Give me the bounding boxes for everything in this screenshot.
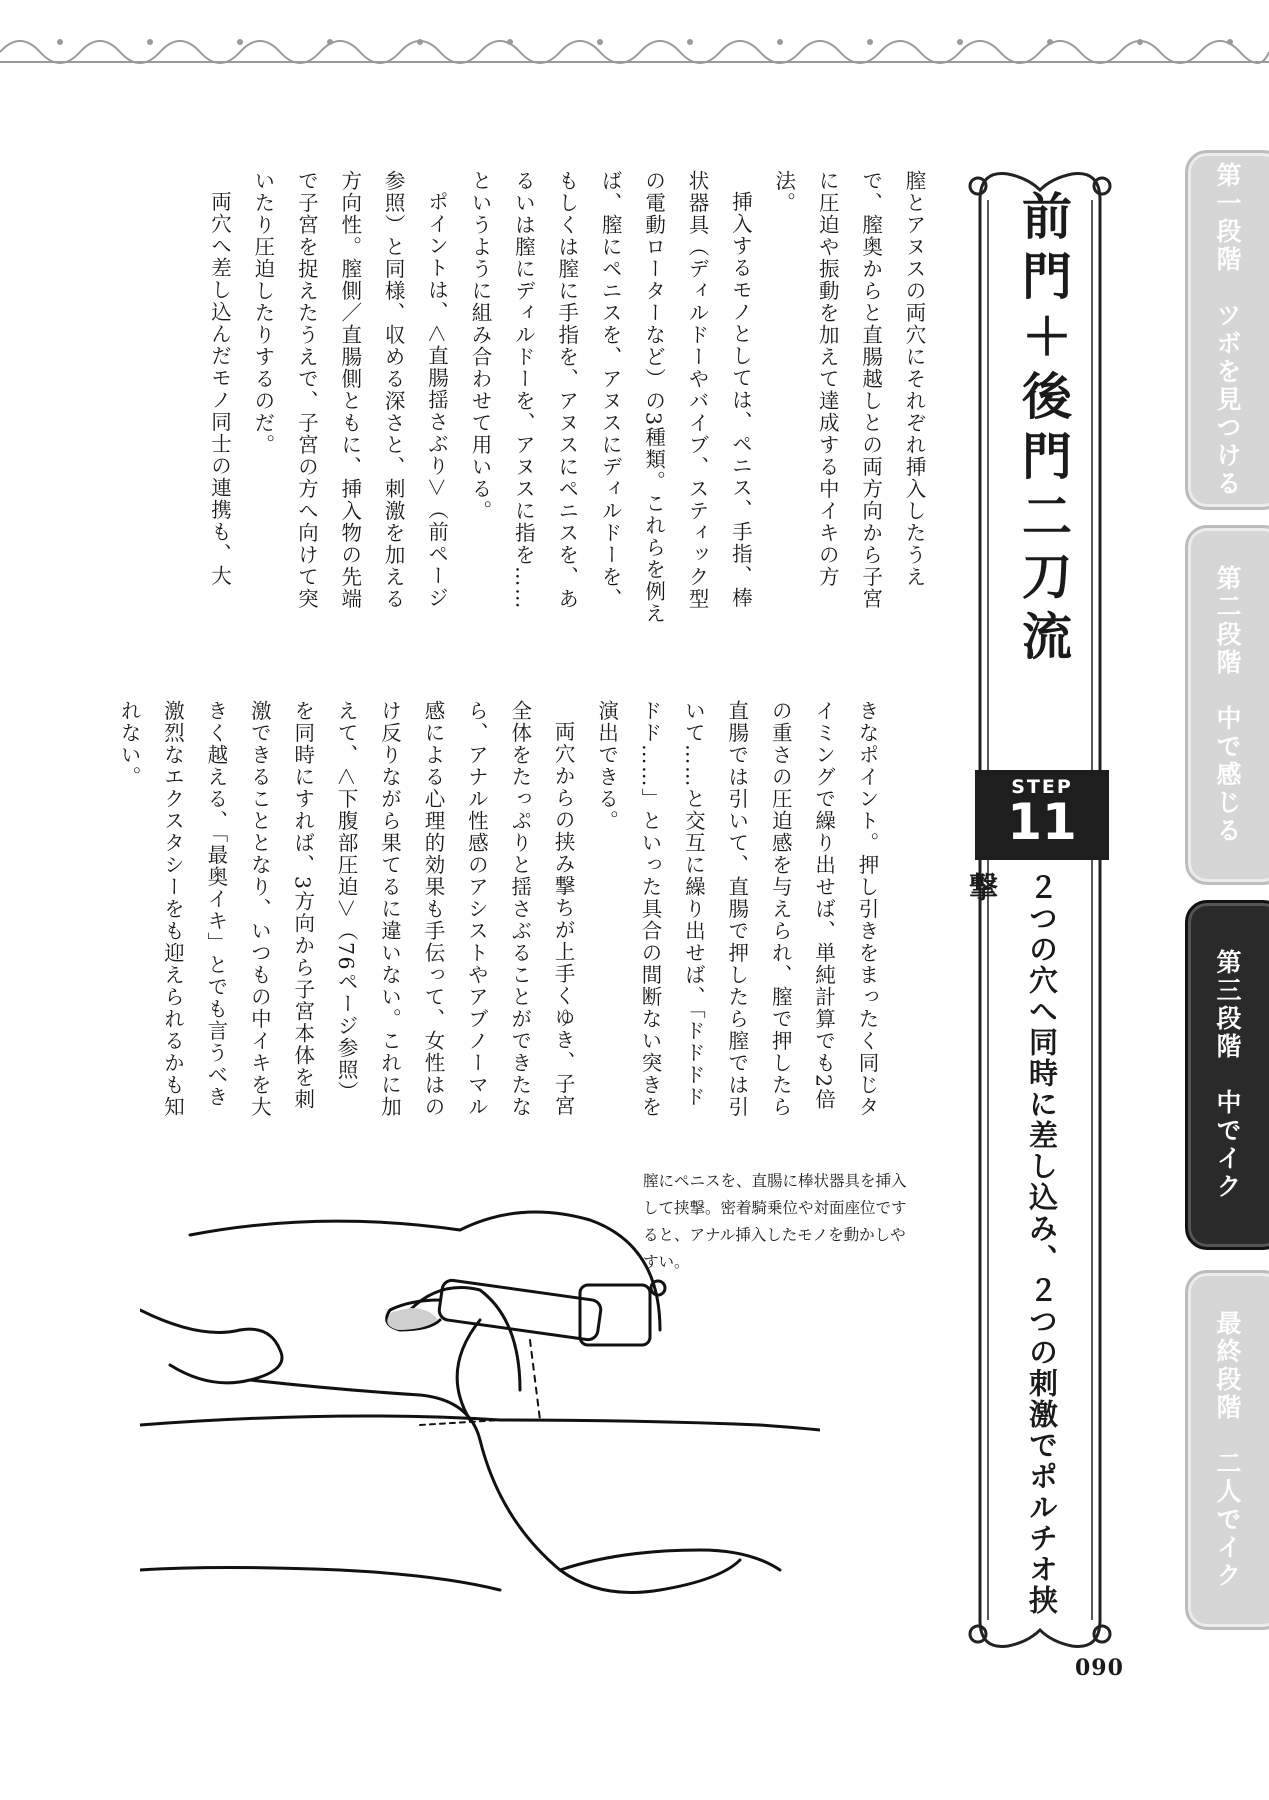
tab-chapter-4[interactable] (1185, 1270, 1269, 1630)
tab-chapter-1-label: 第一段階 ツボを見つける (1213, 162, 1242, 498)
body-text-bottom (117, 700, 888, 1120)
tab-chapter-4-label: 最終段階 二人でイク (1213, 1310, 1242, 1590)
step-badge (975, 770, 1109, 860)
paragraph: 挿入するモノとしては、ペニス、手指、棒状器具（ディルドーやバイブ、スティック型の電動ローターなど）の3種類。これらを例えば、膣にペニスを、アヌスにディルドーを、もしくは膣に手指を、アヌスにペニスを、あるいは膣にディルドーを、アヌスに指を……というように組み合わせて用いる。 (467, 170, 753, 625)
step-number: 11 (1007, 793, 1077, 851)
paragraph: 両穴からの挟み撃ちが上手くゆき、子宮全体をたっぷりと揺さぶることができたなら、アナル性感のアシストやアブノーマル感による心理的効果も手伝って、女性はのけ反りながら果てるに違いない。これに加えて、＜下腹部圧迫＞（76ページ参照）を同時にすれば、3方向から子宮本体を刺激できることとなり、いつもの中イキを大きく越える、「最奥イキ」とでも言うべき激烈なエクスタシーをも迎えられるかも知れない。 (117, 700, 576, 1118)
tab-chapter-2-label: 第二段階 中で感じる (1213, 565, 1242, 845)
paragraph: 両穴へ差し込んだモノ同士の連携も、大 (207, 190, 232, 587)
page-title: 前門＋後門二刀流 (1014, 190, 1072, 670)
step-label: STEP (1011, 776, 1073, 798)
tab-chapter-3-label: 第三段階 中でイク (1213, 949, 1242, 1201)
line-illustration (140, 1190, 820, 1630)
paragraph: ポイントは、＜直腸揺さぶり＞（前ページ参照）と同様、収める深さと、刺激を加える方向性。膣側／直腸側ともに、挿入物の先端で子宮を捉えたうえで、子宮の方へ向けて突いたり圧迫したりするのだ。 (250, 170, 449, 610)
paragraph: きなポイント。押し引きをまったく同じタイミングで繰り出せば、単純計算でも2倍の重さの圧迫感を与えられ、膣で押したら直腸では引いて、直腸で押したら膣では引いて……と交互に繰り出せば、「ドドドドドド……」といった具合の間断ない突きを演出できる。 (594, 700, 879, 1118)
paragraph: 膣とアヌスの両穴にそれぞれ挿入したうえで、膣奥からと直腸越しとの両方向から子宮に圧迫や振動を加えて達成する中イキの方法。 (771, 170, 926, 610)
top-ornament (0, 0, 1269, 80)
page-number: 090 (1075, 1655, 1124, 1681)
page-subtitle: ２つの穴へ同時に差し込み、２つの刺激でポルチオ挟撃 (965, 872, 1059, 1616)
body-text-top (145, 170, 935, 630)
tab-chapter-2[interactable] (1185, 525, 1269, 885)
tab-chapter-3[interactable] (1185, 900, 1269, 1250)
illustration-caption: 膣にペニスを、直腸に棒状器具を挿入して挟撃。密着騎乗位や対面座位ですると、アナル挿入したモノを動かしやすい。 (643, 1172, 907, 1271)
tab-chapter-1[interactable] (1185, 150, 1269, 510)
